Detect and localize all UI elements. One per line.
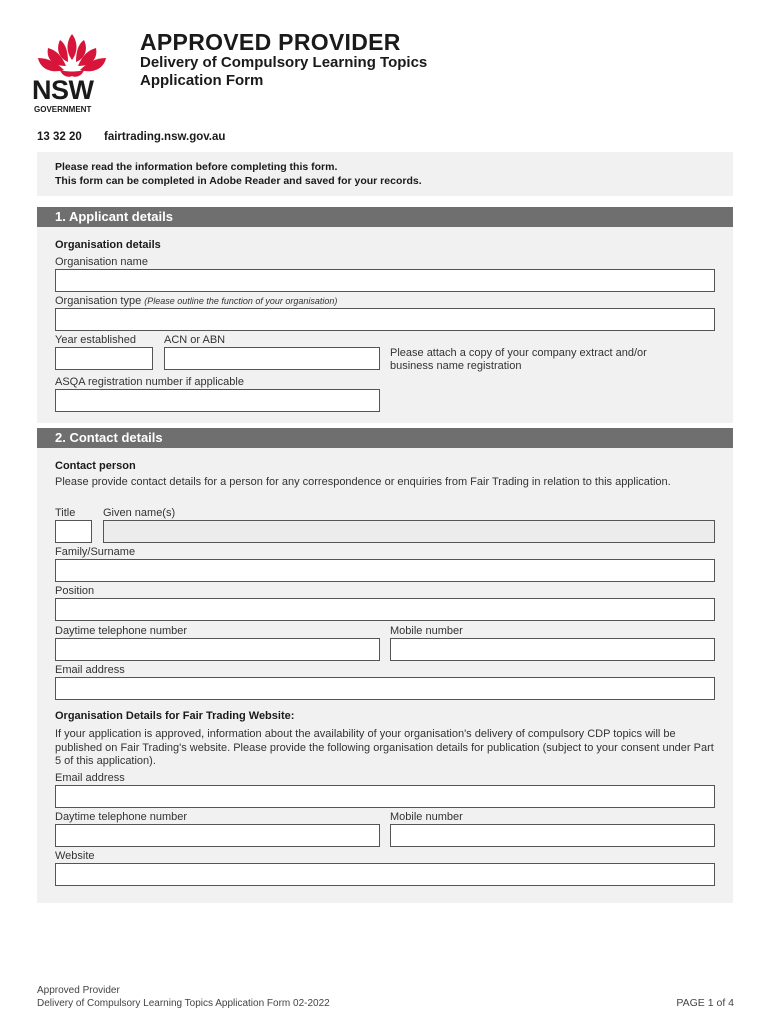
- footer-line-2: Delivery of Compulsory Learning Topics Application Form 02-2022: [37, 997, 330, 1009]
- acn-abn-input[interactable]: [164, 347, 380, 370]
- contact-person-heading: Contact person: [55, 460, 136, 472]
- title-input[interactable]: [55, 520, 92, 543]
- org-mobile-label: Mobile number: [390, 811, 463, 823]
- page-title: APPROVED PROVIDER: [140, 29, 401, 55]
- mobile-label: Mobile number: [390, 625, 463, 637]
- given-names-label: Given name(s): [103, 507, 176, 519]
- instructions-notice: [37, 152, 733, 196]
- year-established-input[interactable]: [55, 347, 153, 370]
- family-name-label: Family/Surname: [55, 546, 136, 558]
- asqa-label: ASQA registration number if applicable: [55, 376, 244, 388]
- daytime-phone-label: Daytime telephone number: [55, 625, 188, 637]
- org-daytime-phone-label: Daytime telephone number: [55, 811, 188, 823]
- footer-line-1: Approved Provider: [37, 985, 120, 996]
- email-input[interactable]: [55, 677, 715, 700]
- subtitle-line-2: Application Form: [140, 72, 264, 89]
- organisation-type-label-text: Organisation type: [55, 295, 142, 307]
- attach-note: [390, 347, 647, 373]
- organisation-type-label: [55, 295, 337, 307]
- acn-abn-label: ACN or ABN: [164, 334, 226, 346]
- org-mobile-input[interactable]: [390, 824, 715, 847]
- section-2-header: 2. Contact details: [37, 428, 733, 448]
- attach-note-line-1: Please attach a copy of your company extract and/or: [390, 347, 647, 359]
- organisation-name-label: Organisation name: [55, 256, 148, 268]
- year-established-label: Year established: [55, 334, 136, 346]
- nsw-government-logo: [30, 30, 114, 118]
- notice-line-2: This form can be completed in Adobe Reader and saved for your records.: [55, 175, 422, 187]
- phone-number: 13 32 20: [37, 131, 82, 143]
- position-label: Position: [55, 585, 95, 597]
- org-daytime-phone-input[interactable]: [55, 824, 380, 847]
- position-input[interactable]: [55, 598, 715, 621]
- logo-subtext: GOVERNMENT: [34, 105, 92, 114]
- org-email-input[interactable]: [55, 785, 715, 808]
- page-subtitle: [140, 54, 427, 90]
- email-label: Email address: [55, 664, 125, 676]
- notice-line-1: Please read the information before completing this form.: [55, 161, 338, 173]
- footer-text: [37, 985, 330, 1010]
- website-details-heading: Organisation Details for Fair Trading Website:: [55, 710, 295, 722]
- organisation-type-hint: (Please outline the function of your organisation): [144, 296, 338, 306]
- org-email-label: Email address: [55, 772, 125, 784]
- website-link[interactable]: fairtrading.nsw.gov.au: [104, 131, 226, 143]
- page-number: PAGE 1 of 4: [676, 997, 734, 1009]
- organisation-details-heading: Organisation details: [55, 239, 161, 251]
- organisation-name-input[interactable]: [55, 269, 715, 292]
- family-name-input[interactable]: [55, 559, 715, 582]
- title-label: Title: [55, 507, 76, 519]
- daytime-phone-input[interactable]: [55, 638, 380, 661]
- subtitle-line-1: Delivery of Compulsory Learning Topics: [140, 54, 428, 71]
- asqa-input[interactable]: [55, 389, 380, 412]
- organisation-type-input[interactable]: [55, 308, 715, 331]
- attach-note-line-2: business name registration: [390, 360, 522, 372]
- contact-intro: Please provide contact details for a person for any correspondence or enquiries from Fair Trading in relation to this application.: [55, 476, 671, 488]
- website-label: Website: [55, 850, 95, 862]
- website-input[interactable]: [55, 863, 715, 886]
- mobile-input[interactable]: [390, 638, 715, 661]
- logo-text: NSW: [32, 75, 94, 105]
- website-details-intro: If your application is approved, information about the availability of your organisation's delivery of compulsory CDP topics will be published on Fair Trading's website. Please provide the following organisation details for publication (subject to your consent under Part 5 of this application).: [55, 728, 714, 767]
- section-1-header: 1. Applicant details: [37, 207, 733, 227]
- given-names-input[interactable]: [103, 520, 715, 543]
